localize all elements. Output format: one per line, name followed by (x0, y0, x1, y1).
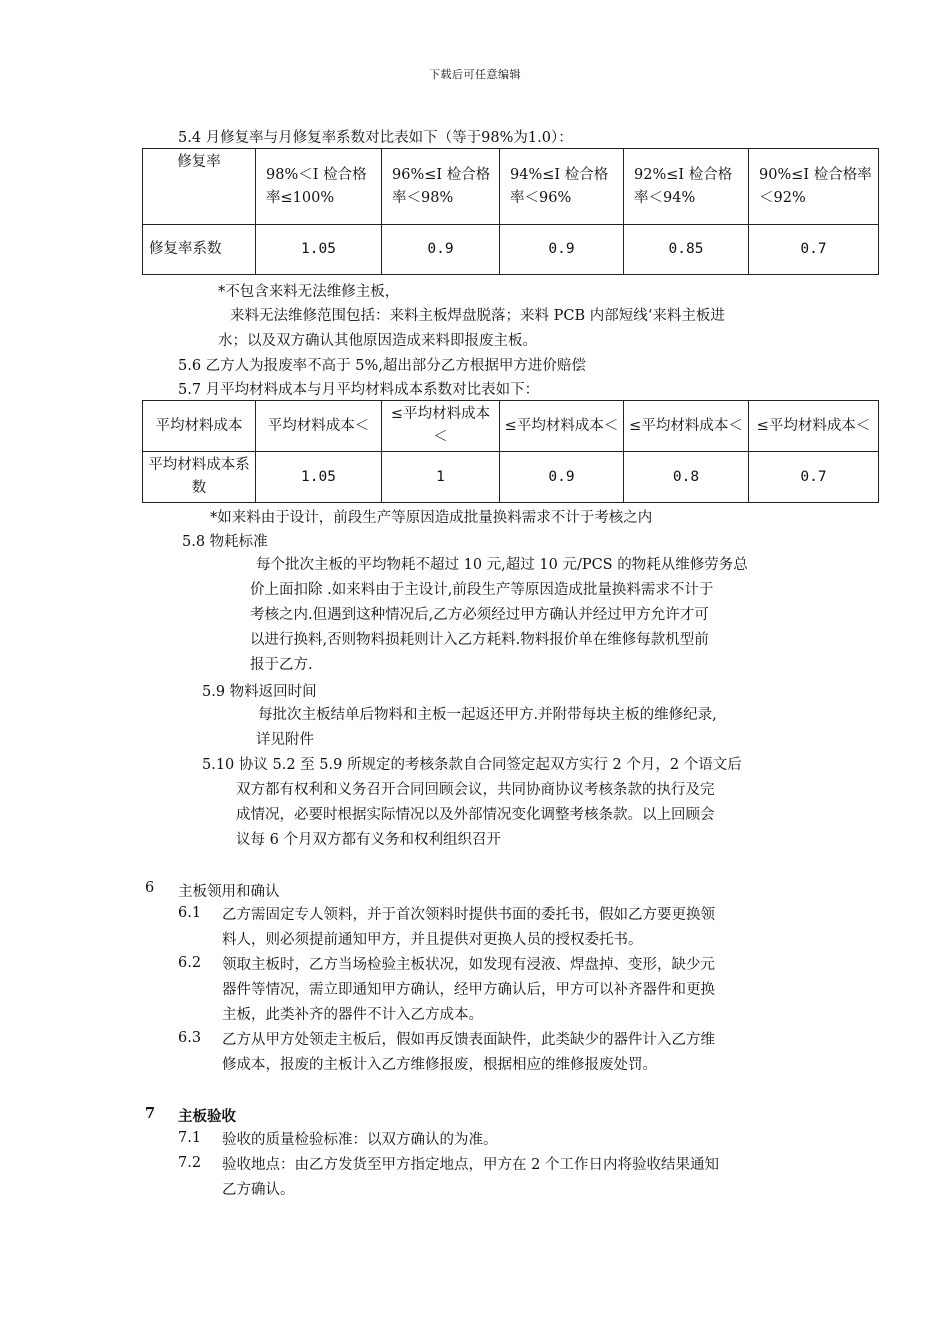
table-cell: 1.05 (256, 225, 382, 275)
item-line: 料人，则必须提前通知甲方，并且提供对更换人员的授权委托书。 (222, 932, 643, 948)
table-cell: 92%≤I 检合格率＜94% (624, 149, 749, 225)
section-5-8-line: 报于乙方. (250, 657, 313, 673)
note-line: 水；以及双方确认其他原因造成来料即报废主板。 (218, 333, 537, 349)
table-row (143, 452, 879, 503)
table-cell: 平均材料成本＜ (256, 401, 382, 452)
section-5-7-title: 5.7 月平均材料成本与月平均材料成本系数对比表如下： (178, 382, 540, 398)
section-5-8-line: 价上面扣除 .如来料由于主设计,前段生产等原因造成批量换料需求不计于 (250, 582, 714, 598)
table-cell: 0.7 (749, 452, 879, 503)
table-cell: 0.85 (624, 225, 749, 275)
item-number: 7.1 (178, 1130, 202, 1146)
section-5-8-line: 每个批次主板的平均物耗不超过 10 元,超过 10 元/PCS 的物耗从维修劳务总 (256, 557, 748, 573)
table-cell: 90%≤I 检合格率＜92% (749, 149, 879, 225)
item-line: 乙方确认。 (222, 1182, 295, 1198)
note-line: *不包含来料无法维修主板， (218, 284, 400, 300)
item-line: 乙方从甲方处领走主板后，假如再反馈表面缺件，此类缺少的器件计入乙方维 (222, 1032, 715, 1048)
item-line: 修成本，报废的主板计入乙方维修报废，根据相应的维修报废处罚。 (222, 1057, 657, 1073)
material-cost-table (142, 400, 879, 503)
item-number: 6.3 (178, 1030, 202, 1046)
section-6-number: 6 (145, 880, 155, 896)
table-cell: 1 (382, 452, 500, 503)
section-5-8-line: 考核之内.但遇到这种情况后,乙方必须经过甲方确认并经过甲方允许才可 (250, 607, 709, 623)
item-number: 7.2 (178, 1155, 202, 1171)
table-cell: ≤平均材料成本＜ (382, 401, 500, 452)
section-5-9-title: 5.9 物料返回时间 (202, 684, 317, 700)
table-cell: 96%≤I 检合格率＜98% (382, 149, 500, 225)
table-cell: 0.7 (749, 225, 879, 275)
table-cell: 修复率系数 (143, 225, 256, 275)
table-cell: ≤平均材料成本＜ (749, 401, 879, 452)
table-row (143, 225, 879, 275)
section-6-title: 主板领用和确认 (178, 884, 280, 900)
table-cell: 0.9 (382, 225, 500, 275)
table-cell: 修复率 (143, 149, 256, 225)
section-5-6: 5.6 乙方人为报废率不高于 5%,超出部分乙方根据甲方进价赔偿 (178, 358, 586, 374)
section-7-title: 主板验收 (178, 1108, 236, 1125)
repair-rate-table (142, 148, 879, 275)
table-cell: ≤平均材料成本＜ (500, 401, 624, 452)
table-cell: 0.9 (500, 225, 624, 275)
section-5-10-line: 议每 6 个月双方都有义务和权利组织召开 (236, 832, 501, 848)
item-number: 6.2 (178, 955, 202, 971)
table-row (143, 149, 879, 225)
section-5-9-line: 每批次主板结单后物料和主板一起返还甲方.并附带每块主板的维修纪录, (258, 707, 717, 723)
section-5-10-line: 双方都有权利和义务召开合同回顾会议，共同协商协议考核条款的执行及完 (236, 782, 715, 798)
table-cell: 0.8 (624, 452, 749, 503)
section-7-number: 7 (145, 1105, 156, 1122)
section-5-4-title: 5.4 月修复率与月修复率系数对比表如下（等于98%为1.0）： (178, 130, 573, 146)
note-line: 来料无法维修范围包括：来料主板焊盘脱落；来料 PCB 内部短线‘来料主板进 (230, 308, 725, 324)
table-cell: 平均材料成本系数 (143, 452, 256, 503)
table-row (143, 401, 879, 452)
table-cell: 98%＜I 检合格率≤100% (256, 149, 382, 225)
item-line: 验收地点：由乙方发货至甲方指定地点，甲方在 2 个工作日内将验收结果通知 (222, 1157, 719, 1173)
item-number: 6.1 (178, 905, 202, 921)
item-line: 验收的质量检验标准：以双方确认的为准。 (222, 1132, 498, 1148)
section-5-10-line: 成情况，必要时根据实际情况以及外部情况变化调整考核条款。以上回顾会 (236, 807, 715, 823)
table-cell: ≤平均材料成本＜ (624, 401, 749, 452)
item-line: 领取主板时，乙方当场检验主板状况，如发现有浸液、焊盘掉、变形，缺少元 (222, 957, 715, 973)
table-cell: 0.9 (500, 452, 624, 503)
item-line: 主板，此类补齐的器件不计入乙方成本。 (222, 1007, 483, 1023)
note-line: *如来料由于设计，前段生产等原因造成批量换料需求不计于考核之内 (210, 510, 653, 526)
section-5-10-line: 5.10 协议 5.2 至 5.9 所规定的考核条款自合同签定起双方实行 2 个月，2 个语文后 (202, 757, 742, 773)
section-5-8-title: 5.8 物耗标准 (182, 534, 268, 550)
table-cell: 94%≤I 检合格率＜96% (500, 149, 624, 225)
table-cell: 1.05 (256, 452, 382, 503)
section-5-9-line: 详见附件 (256, 732, 314, 748)
page-header: 下载后可任意编辑 (429, 68, 521, 81)
item-line: 乙方需固定专人领料，并于首次领料时提供书面的委托书，假如乙方要更换领 (222, 907, 715, 923)
item-line: 器件等情况，需立即通知甲方确认，经甲方确认后，甲方可以补齐器件和更换 (222, 982, 715, 998)
section-5-8-line: 以进行换料,否则物料损耗则计入乙方耗料.物料报价单在维修每款机型前 (250, 632, 709, 648)
table-cell: 平均材料成本 (143, 401, 256, 452)
